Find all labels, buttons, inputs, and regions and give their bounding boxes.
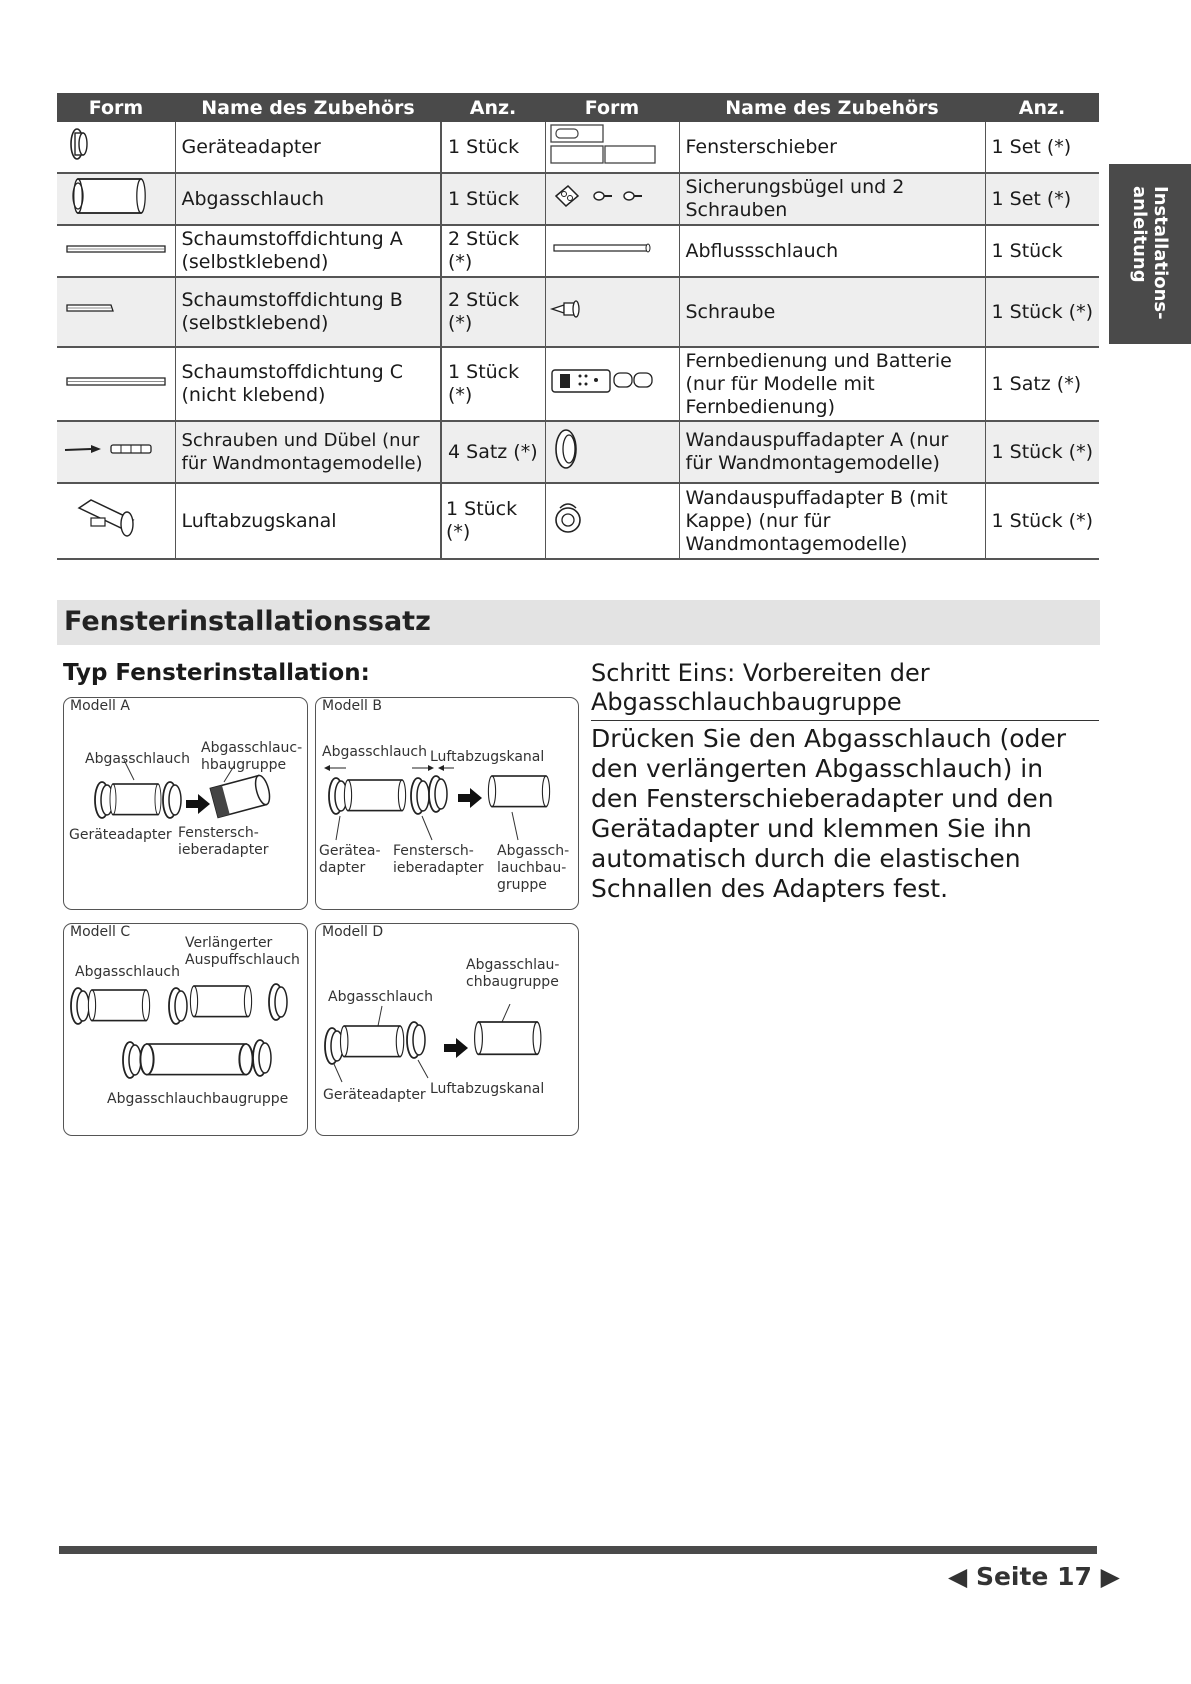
accessory-qty: 1 Stück (*) <box>985 421 1099 483</box>
accessory-name: Fernbedienung und Batterie (nur für Modelle mit Fernbedienung) <box>679 347 985 421</box>
accessory-qty: 1 Stück <box>441 122 545 173</box>
foam-seal-a-icon <box>57 225 175 277</box>
caption: Abgasschlau- chbaugruppe <box>466 957 560 990</box>
model-label: Modell B <box>322 698 382 714</box>
accessory-name: Schaumstoffdichtung B (selbstklebend) <box>175 277 441 347</box>
caption: Fenstersch- ieberadapter <box>178 825 269 858</box>
accessory-name: Wandauspuffadapter A (nur für Wandmontagemodelle) <box>679 421 985 483</box>
caption: Abgassch- lauchbau- gruppe <box>497 843 570 893</box>
model-c-figure <box>63 923 308 1136</box>
page-label: Seite 17 <box>975 1562 1092 1591</box>
model-b-figure <box>315 697 579 910</box>
caption: Geräteadapter <box>69 827 172 843</box>
accessory-name: Sicherungsbügel und 2 Schrauben <box>679 173 985 225</box>
subheading: Typ Fensterinstallation: <box>63 660 370 686</box>
drain-hose-icon <box>545 225 679 277</box>
caption: Abgasschlauchbaugruppe <box>107 1091 289 1107</box>
table-row <box>57 173 1099 225</box>
table-row <box>57 483 1099 559</box>
safety-bracket-icon <box>545 173 679 225</box>
model-a-hose-diagram <box>84 760 304 830</box>
footer-divider <box>59 1546 1097 1554</box>
table-row <box>57 277 1099 347</box>
header-name-1: Name des Zubehörs <box>175 93 441 122</box>
accessory-qty: 1 Set (*) <box>985 173 1099 225</box>
wall-adapter-a-icon <box>545 421 679 483</box>
accessory-qty: 1 Stück (*) <box>441 347 545 421</box>
table-row <box>57 225 1099 277</box>
model-a-figure <box>63 697 308 910</box>
step-one-body: Drücken Sie den Abgasschlauch (oder den verlängerten Abgasschlauch) in den Fensterschieberadapter und den Gerätadapter und klemmen Sie ihn automatisch durch die elastischen Schnallen des Adapters fest. <box>591 724 1067 903</box>
device-adapter-icon <box>57 122 175 173</box>
accessory-name: Luftabzugskanal <box>175 483 441 559</box>
caption: Abgasschlauch <box>85 751 190 767</box>
accessories-table <box>57 93 1099 560</box>
exhaust-hose-icon <box>57 173 175 225</box>
header-qty-1: Anz. <box>441 93 545 122</box>
section-heading <box>57 600 1100 645</box>
model-d-figure <box>315 923 579 1136</box>
accessory-qty: 1 Stück (*) <box>985 277 1099 347</box>
window-slider-icon <box>545 122 679 173</box>
accessory-qty: 1 Set (*) <box>985 122 1099 173</box>
remote-control-icon <box>545 347 679 421</box>
air-duct-icon <box>57 483 175 559</box>
triangle-right-icon: ▶ <box>1100 1562 1120 1591</box>
table-row <box>57 347 1099 421</box>
caption: Luftabzugskanal <box>430 749 545 765</box>
accessory-name: Wandauspuffadapter B (mit Kappe) (nur für Wandmontagemodelle) <box>679 483 985 559</box>
header-form-1: Form <box>57 93 175 122</box>
triangle-left-icon: ◀ <box>948 1562 968 1591</box>
caption: Abgasschlauch <box>322 744 427 760</box>
page-number <box>948 1562 1120 1591</box>
foam-seal-b-icon <box>57 277 175 347</box>
caption: Fenstersch- ieberadapter <box>393 843 484 876</box>
accessory-qty: 4 Satz (*) <box>441 421 545 483</box>
accessory-qty: 2 Stück (*) <box>441 277 545 347</box>
accessory-name: Abflussschlauch <box>679 225 985 277</box>
caption: Luftabzugskanal <box>430 1081 545 1097</box>
screw-dowel-icon <box>57 421 175 483</box>
accessory-name: Geräteadapter <box>175 122 441 173</box>
model-label: Modell A <box>70 698 130 714</box>
section-title: Fensterinstallationssatz <box>64 606 431 637</box>
caption: Abgasschlauch <box>328 989 433 1005</box>
accessory-qty: 1 Satz (*) <box>985 347 1099 421</box>
accessory-name: Schraube <box>679 277 985 347</box>
caption: Abgasschlauc- hbaugruppe <box>201 740 303 773</box>
accessory-name: Abgasschlauch <box>175 173 441 225</box>
model-d-hose-diagram <box>322 1004 572 1084</box>
accessory-qty: 2 Stück (*) <box>441 225 545 277</box>
side-tab-installation-guide: Installations- anleitung <box>1109 164 1191 344</box>
step-one-title: Schritt Eins: Vorbereiten der Abgasschlauchbaugruppe <box>591 659 1099 721</box>
model-label: Modell C <box>70 924 131 940</box>
wall-adapter-b-icon <box>545 483 679 559</box>
foam-seal-c-icon <box>57 347 175 421</box>
caption: Abgasschlauch <box>75 964 180 980</box>
caption: Geräteadapter <box>323 1087 426 1103</box>
accessory-name: Schaumstoffdichtung A (selbstklebend) <box>175 225 441 277</box>
model-b-hose-diagram <box>322 760 572 850</box>
accessory-qty: 1 Stück <box>441 173 545 225</box>
table-row <box>57 122 1099 173</box>
header-qty-2: Anz. <box>985 93 1099 122</box>
accessory-name: Schaumstoffdichtung C (nicht klebend) <box>175 347 441 421</box>
model-label: Modell D <box>322 924 384 940</box>
accessory-name: Fensterschieber <box>679 122 985 173</box>
caption: Verlängerter Auspuffschlauch <box>185 935 300 968</box>
model-c-hose-diagram <box>68 980 304 1090</box>
header-name-2: Name des Zubehörs <box>679 93 985 122</box>
table-row <box>57 421 1099 483</box>
screw-icon <box>545 277 679 347</box>
table-header-row <box>57 93 1099 122</box>
accessory-qty: 1 Stück (*) <box>985 483 1099 559</box>
accessory-name: Schrauben und Dübel (nur für Wandmontagemodelle) <box>175 421 441 483</box>
accessory-qty: 1 Stück (*) <box>441 483 545 559</box>
caption: Gerätea- dapter <box>319 843 381 876</box>
header-form-2: Form <box>545 93 679 122</box>
accessory-qty: 1 Stück <box>985 225 1099 277</box>
